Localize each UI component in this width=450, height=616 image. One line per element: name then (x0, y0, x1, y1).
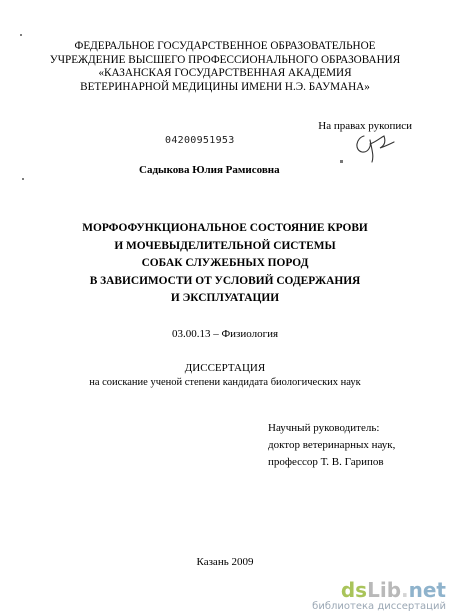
title-line: МОРФОФУНКЦИОНАЛЬНОЕ СОСТОЯНИЕ КРОВИ (82, 222, 368, 234)
dslib-logo[interactable] (312, 580, 446, 600)
manuscript-rights-note: На правах рукописи (318, 120, 412, 132)
logo-part-ds: ds (340, 578, 368, 602)
scan-speck (340, 160, 343, 163)
title-line: И ЭКСПЛУАТАЦИИ (170, 292, 280, 304)
supervisor-block (268, 420, 395, 471)
supervisor-label: Научный руководитель: (268, 422, 380, 434)
title-line: И МОЧЕВЫДЕЛИТЕЛЬНОЙ СИСТЕМЫ (114, 239, 336, 252)
supervisor-degree: доктор ветеринарных наук, (268, 439, 396, 451)
institution-line: УЧРЕЖДЕНИЕ ВЫСШЕГО ПРОФЕССИОНАЛЬНОГО ОБРАЗОВАНИЯ (49, 53, 401, 66)
scan-speck (20, 34, 22, 36)
supervisor-name: профессор Т. В. Гарипов (268, 456, 384, 468)
institution-header (0, 40, 450, 94)
city-year: Казань 2009 (196, 556, 254, 568)
logo-part-net: net (408, 578, 446, 602)
title-line: В ЗАВИСИМОСТИ ОТ УСЛОВИЙ СОДЕРЖАНИЯ (89, 274, 361, 287)
scan-speck (22, 178, 24, 180)
watermark-subtitle: библиотека диссертаций (312, 601, 446, 612)
logo-part-lib: Lib (367, 578, 402, 602)
inventory-number: 04200951953 (165, 135, 235, 146)
dslib-watermark[interactable] (312, 580, 446, 612)
degree-statement: на соискание ученой степени кандидата биологических наук (89, 377, 361, 388)
specialty-code: 03.00.13 – Физиология (171, 328, 279, 340)
institution-line: «КАЗАНСКАЯ ГОСУДАРСТВЕННАЯ АКАДЕМИЯ (98, 67, 352, 80)
dissertation-title (0, 220, 450, 308)
logo-dot: . (401, 578, 409, 602)
institution-line: ФЕДЕРАЛЬНОЕ ГОСУДАРСТВЕННОЕ ОБРАЗОВАТЕЛЬНОЕ (74, 40, 376, 52)
author-name: Садыкова Юлия Рамисовна (139, 164, 280, 176)
handwritten-signature (350, 128, 398, 164)
institution-line: ВЕТЕРИНАРНОЙ МЕДИЦИНЫ ИМЕНИ Н.Э. БАУМАНА» (80, 80, 370, 93)
document-type: ДИССЕРТАЦИЯ (184, 362, 266, 374)
title-line: СОБАК СЛУЖЕБНЫХ ПОРОД (141, 257, 309, 269)
